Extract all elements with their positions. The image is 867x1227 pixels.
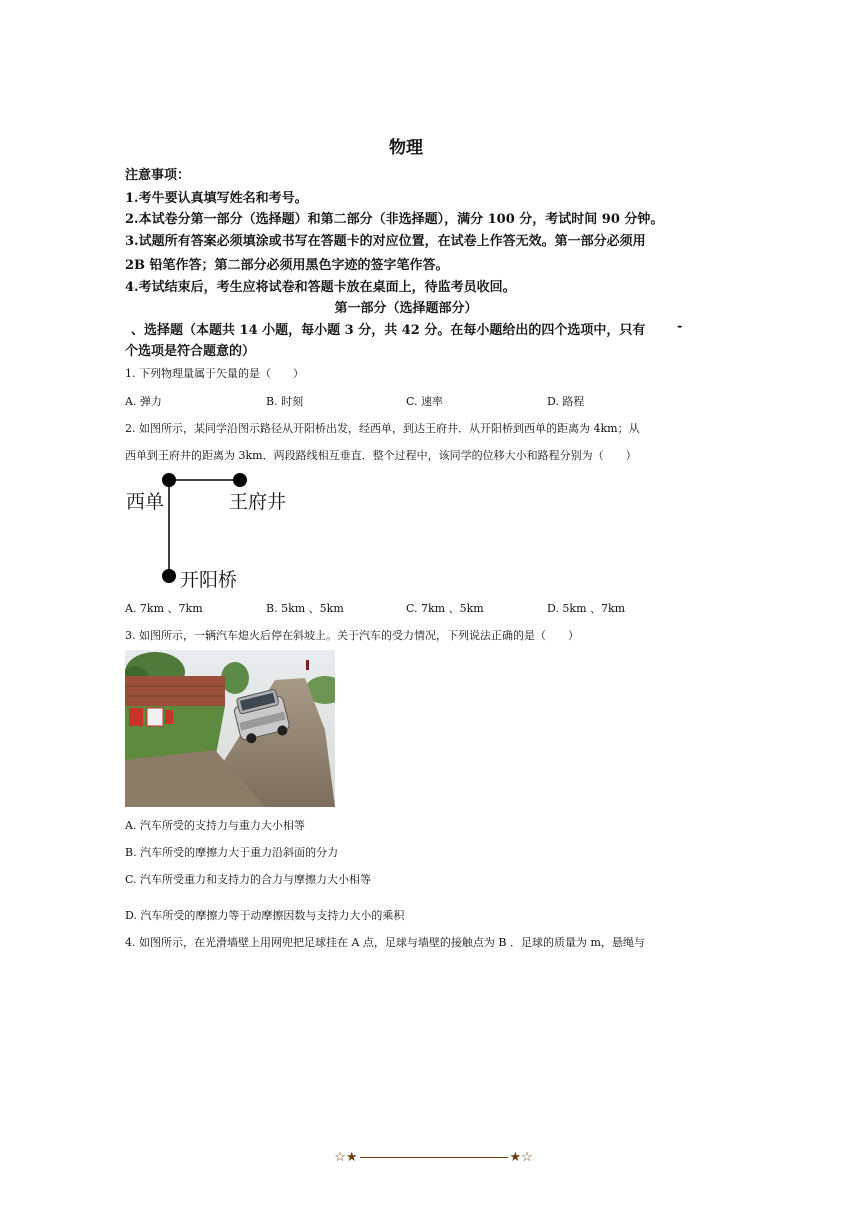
footer-stars-left: ☆★ — [334, 1150, 358, 1165]
question-2-option-d: D. 5km 、7km — [547, 602, 626, 615]
wangfujing-point — [233, 473, 247, 487]
question-3-option-b: B. 汽车所受的摩擦力大于重力沿斜面的分力 — [125, 846, 339, 859]
kaiyangqiao-point — [162, 569, 176, 583]
note-item: 2B 铅笔作答；第二部分必须用黑色字迹的签字笔作答。 — [125, 258, 449, 273]
question-2-option-a: A. 7km 、7km — [125, 602, 203, 615]
label-wangfujing: 王府井 — [229, 491, 287, 513]
label-kaiyangqiao: 开阳桥 — [180, 569, 238, 591]
question-3-option-a: A. 汽车所受的支持力与重力大小相等 — [125, 819, 305, 832]
notes-heading: 注意事项： — [125, 168, 191, 183]
footer-stars-right: ★☆ — [509, 1150, 533, 1165]
question-3-stem: 3. 如图所示，一辆汽车熄火后停在斜坡上。关于汽车的受力情况，下列说法正确的是（ ） — [125, 629, 579, 642]
question-2-stem-line1: 2. 如图所示，某同学沿图示路径从开阳桥出发，经西单，到达王府井．从开阳桥到西单的距离为 4km；从 — [125, 422, 640, 435]
label-xidan: 西单 — [126, 491, 165, 513]
footer-divider — [360, 1157, 508, 1158]
question-4-stem: 4. 如图所示，在光滑墙壁上用网兜把足球挂在 A 点，足球与墙壁的接触点为 B ．足球的质量为 m，悬绳与 — [125, 936, 645, 949]
question-3-option-d: D. 汽车所受的摩擦力等于动摩擦因数与支持力大小的乘积 — [125, 909, 405, 922]
question-1-option-a: A. 弹力 — [125, 395, 162, 408]
question-2-option-b: B. 5km 、5km — [266, 602, 344, 615]
section-heading-tail: - — [677, 319, 683, 334]
question-1-option-d: D. 路程 — [547, 395, 585, 408]
question-1-option-c: C. 速率 — [406, 395, 444, 408]
question-1-option-b: B. 时刻 — [266, 395, 304, 408]
part1-heading: 第一部分（选择题部分） — [334, 301, 478, 316]
note-item: 3.试题所有答案必须填涂或书写在答题卡的对应位置，在试卷上作答无效。第一部分必须用 — [125, 234, 646, 249]
question-2-option-c: C. 7km 、5km — [406, 602, 484, 615]
section-heading-line2: 个选项是符合题意的） — [125, 344, 256, 359]
question-1-stem: 1. 下列物理量属于矢量的是（ ） — [125, 367, 304, 380]
page-footer — [0, 1150, 867, 1165]
note-item: 4.考试结束后，考生应将试卷和答题卡放在桌面上，待监考员收回。 — [125, 280, 516, 295]
note-item: 1.考牛要认真填写姓名和考号。 — [125, 191, 308, 206]
xidan-point — [162, 473, 176, 487]
page-title: 物理 — [389, 138, 423, 158]
section-heading-line1: 、选择题（本题共 14 小题，每小题 3 分，共 42 分。在每小题给出的四个选项中，只有 — [131, 323, 646, 338]
question-2-stem-line2: 西单到王府井的距离为 3km．两段路线相互垂直．整个过程中，该同学的位移大小和路程分别为（ ） — [125, 449, 637, 462]
car-on-slope-photo — [125, 650, 335, 807]
question-3-option-c: C. 汽车所受重力和支持力的合力与摩擦力大小相等 — [125, 873, 372, 886]
note-item: 2.本试卷分第一部分（选择题）和第二部分（非选择题），满分 100 分，考试时间 90 分钟。 — [125, 212, 664, 227]
